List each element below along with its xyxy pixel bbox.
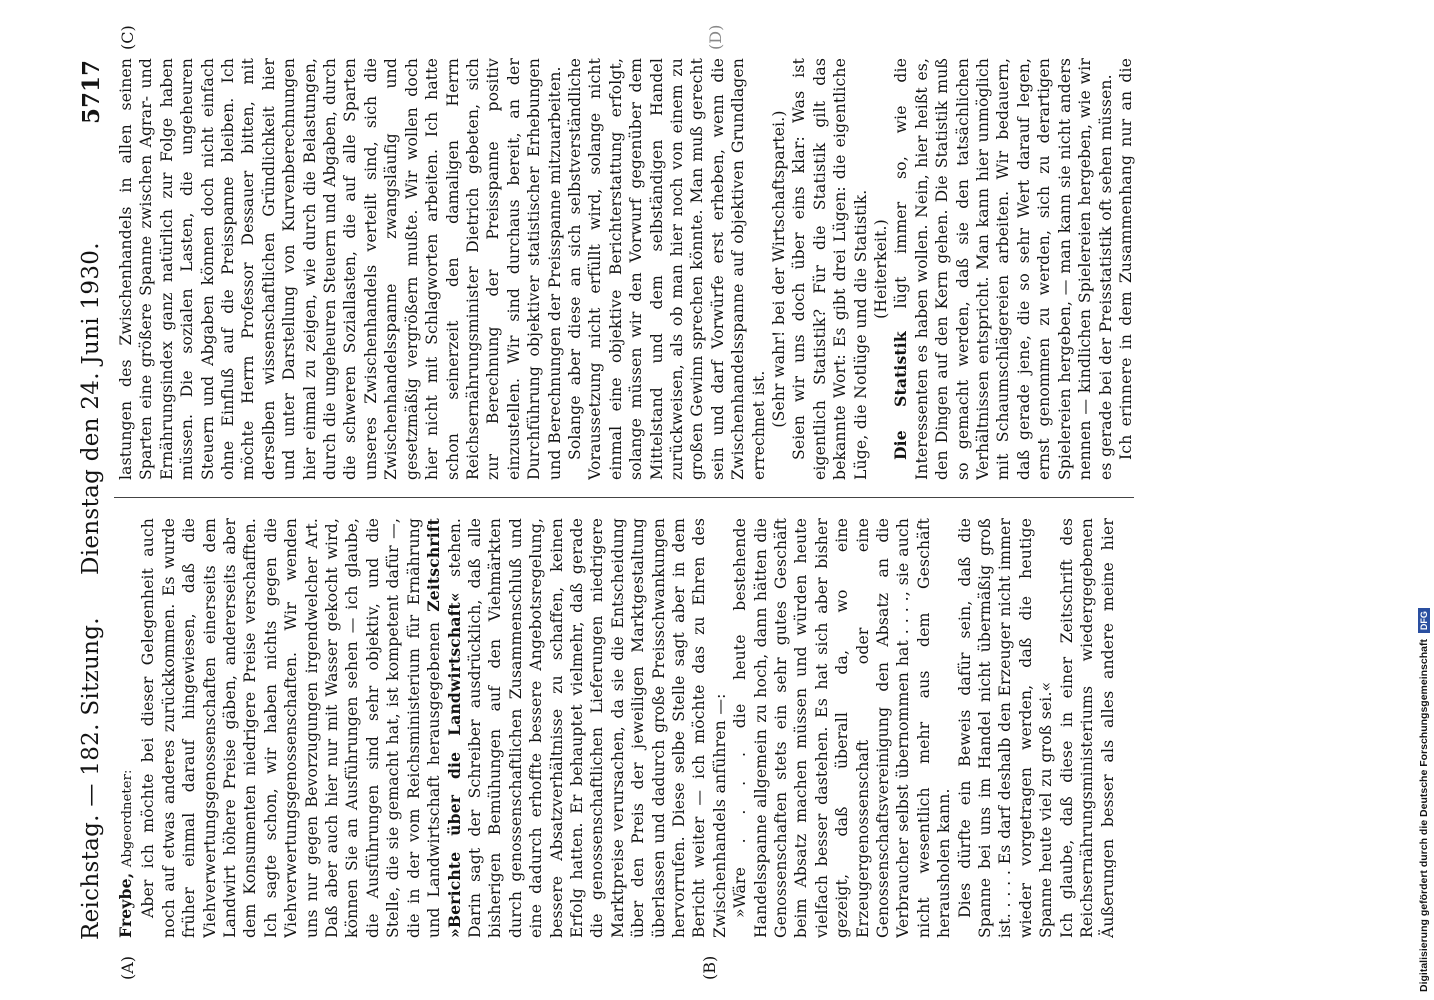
paragraph: lastungen des Zwischenhandels in allen seinen Sparten eine größere Spanne zwischen Agrar- und Ernährungsindex ganz natürlich zur Folge haben müssen. Die sozialen Lasten, die ungeheuren Steuern und Abgaben können doch nicht einfach ohne Einfluß auf die Preisspanne bleiben. Ich möchte Herrn Professor Dessauer bitten, mit derselben wissenschaftlichen Gründlichkeit hier und unter Darstellung von Kurvenberechnungen hier einmal zu zeigen, wie durch die Belastungen, durch die ungeheuren Steuern und Abgaben, durch die schweren Soziallasten, die auf alle Sparten unseres Zwischenhandels verteilt sind, sich die Zwischenhandelsspanne zwangsläufig und gesetzmäßig vergrößern mußte. Wir wollen doch hier nicht mit Schlagworten arbeiten. Ich hatte schon seinerzeit den damaligen Herrn Reichsernährungsminister Dietrich gebeten, sich zur Berechnung der Preisspanne positiv einzustellen. Wir sind durchaus bereit, an der Durchführung objektiver statistischer Erhebungen und Berechnungen der Preisspanne mitzuarbeiten. bbox=[117, 58, 564, 480]
margin-marker-b: (B) bbox=[700, 955, 719, 980]
interjection: (Sehr wahr! bei der Wirtschaftspartei.) bbox=[770, 110, 788, 428]
page-header bbox=[78, 60, 114, 940]
column-divider bbox=[114, 497, 1134, 498]
margin-marker-a: (A) bbox=[118, 955, 137, 980]
speaker-line bbox=[116, 518, 138, 938]
paragraph-text: Aber ich möchte bei dieser Gelegenheit auch noch auf etwas anderes zurückkommen. Es wurde früher einmal darauf hingewiesen, daß die Viehverwertungsgenossenschaften einerseits dem Landwirt höhere Preise gäben, andererseits aber dem Konsumenten niedrigere Preise verschafften. Ich sagte schon, wir haben nichts gegen die Viehverwertungsgenossenschaften. Wir wenden uns nur gegen Bevorzugungen irgendwelcher Art. Daß aber auch hier nur mit Wasser gekocht wird, können Sie an Ausführungen sehen — ich glaube, die Ausführungen sind sehr objektiv, und die Stelle, die sie gemacht hat, ist kompetent dafür —, die in der vom Reichsministerium für Ernährung und Landwirtschaft herausgegebenen bbox=[139, 518, 444, 938]
margin-marker-c: (C) bbox=[118, 25, 137, 50]
emphasis-text: Zeitschrift »Berichte über die Landwirtschaft« bbox=[424, 518, 464, 938]
text-column-left bbox=[116, 518, 1116, 938]
paragraph: Seien wir uns doch über eins klar: Was ist eigentlich Statistik? Für die Statistik gilt das bekannte Wort: Es gibt drei Lügen: die eigentliche Lüge, die Notlüge und die Statistik. bbox=[790, 58, 870, 480]
credit-text: Digitalisierung gefördert durch die Deutsche Forschungsgemeinschaft bbox=[1418, 639, 1430, 992]
page-number: 5717 bbox=[78, 60, 105, 125]
dfg-logo: DFG bbox=[1418, 608, 1430, 633]
paragraph: Ich glaube, daß diese in einer Zeitschrift des Reichsernährungsministeriums wiedergegebenen Äußerungen besser als alles andere meine hier bbox=[1057, 518, 1116, 938]
paragraph: Solange aber diese an sich selbstverständliche Voraussetzung nicht erfüllt wird, solange nicht einmal eine objektive Berichterstattung erfolgt, solange müssen wir den Vorwurf gegenüber dem Mittelstand und dem selbständigen Handel zurückweisen, als ob man hier noch von einem zu großen Gewinn sprechen könnte. Man muß gerecht sein und darf Vorwürfe erst erheben, wenn die Zwischenhandelsspanne auf objektiven Grundlagen errechnet ist. bbox=[565, 58, 768, 480]
credit-line bbox=[1412, 8, 1434, 992]
paragraph bbox=[891, 58, 1115, 480]
quote-paragraph: »Wäre . . . . die heute bestehende Handelsspanne allgemein zu hoch, dann hätten die Genossenschaften stets ein sehr gutes Geschäft beim Absatz machen müssen und würden heute vielfach besser dastehen. Es hat sich aber bisher gezeigt, daß überall da, wo eine Erzeugergenossenschaft oder eine Genossenschaftsvereinigung den Absatz an die Verbraucher selbst übernommen hat . . . ., sie auch nicht wesentlich mehr aus dem Geschäft herausholen kann. bbox=[731, 518, 954, 938]
paragraph-text: Ich erinnere in dem Zusammenhang nur an die bbox=[1116, 58, 1135, 460]
digitization-credit bbox=[1412, 8, 1434, 992]
speaker-role: Abgeordneter: bbox=[120, 769, 135, 868]
emphasis-text: Die Statistik bbox=[891, 331, 911, 460]
paragraph bbox=[1116, 58, 1136, 480]
interjection: (Heiterkeit.) bbox=[872, 219, 891, 319]
paragraph: Dies dürfte ein Beweis dafür sein, daß die Spanne bei uns im Handel nicht übermäßig groß ist. . . . . Es darf deshalb den Erzeuger nicht immer wieder vorgetragen werden, daß die heutige Spanne heute viel zu groß sei.« bbox=[955, 518, 1056, 938]
paragraph bbox=[138, 518, 730, 938]
paragraph-text: lügt immer so, wie die Interessenten es haben wollen. Nein, hier heißt es, den Dingen auf den Kern gehen. Die Statistik muß so gemacht werden, daß sie den tatsächlichen Verhältnissen entspricht. Man kann hier unmöglich mit Schaumschlägereien arbeiten. Wir bedauern, daß gerade jene, die so sehr Wert darauf legen, ernst genommen zu werden, sich zu derartigen Spielereien hergeben, — man kann sie nicht anders nennen — kindlichen Spielereien hergeben, wie wir es gerade bei der Preisstatistik oft sehen müssen. bbox=[892, 58, 1115, 480]
paragraph-text: stehen. Darin sagt der Schreiber ausdrücklich, daß alle bisherigen Bemühungen auf den Viehmärkten durch genossenschaftlichen Zusammenschluß und eine dadurch erhoffte bessere Angebotsregelung, bessere Absatzverhältnisse zu schaffen, keinen Erfolg hatten. Er behauptet vielmehr, daß gerade die genossenschaftlichen Lieferungen niedrigere Marktpreise verursachen, da sie die Entscheidung über den Preis der jeweiligen Marktgestaltung überlassen und dadurch große Preisschwankungen hervorrufen. Diese selbe Stelle sagt aber in dem Bericht weiter — ich möchte das zu Ehren des Zwischenhandels anführen —: bbox=[445, 518, 729, 938]
header-date: Dienstag den 24. Juni 1930. bbox=[78, 242, 104, 575]
speaker-name: Freybe, bbox=[116, 872, 135, 938]
text-column-right bbox=[116, 58, 1136, 480]
margin-marker-d: (D) bbox=[706, 24, 725, 50]
header-session: Reichstag. — 182. Sitzung. bbox=[78, 617, 104, 940]
